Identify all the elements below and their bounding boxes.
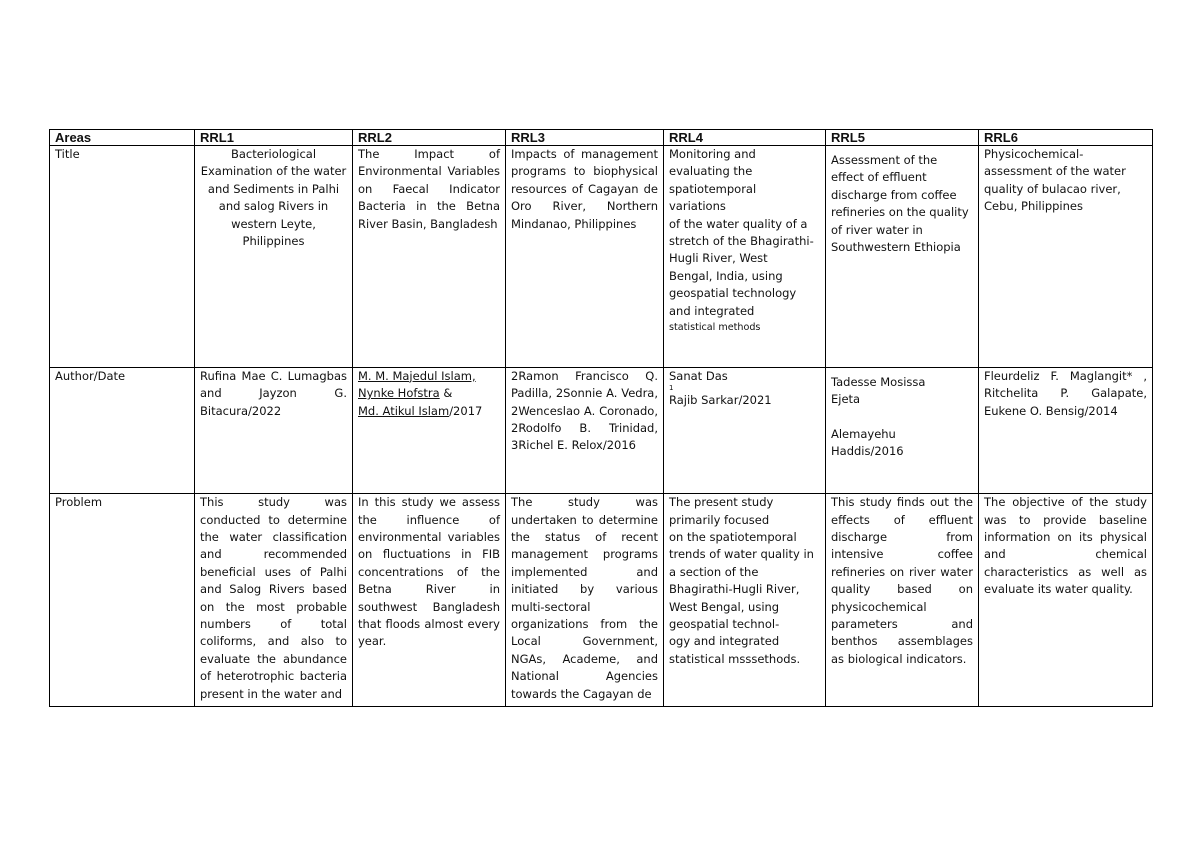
author-rrl5 [826,367,979,493]
author-link[interactable]: Md. Atikul Islam [358,403,450,418]
problem-rrl6: The objective of the study was to provide baseline information on its physical and chemical characteristics as well as evaluate its water quality. [979,494,1153,707]
title-rrl4-line: statistical methods [669,322,761,334]
title-rrl3: Impacts of management programs to biophysical resources of Cagayan de Oro River, Northern Mindanao, Philippines [506,146,664,368]
title-rrl6: Physicochemical-assessment of the water quality of bulacao river, Cebu, Philippines [979,146,1153,368]
author-rrl2-line1 [358,368,500,385]
header-rrl3: RRL3 [506,130,664,146]
row-label-author: Author/Date [50,367,195,493]
author-rrl4 [664,367,826,493]
title-rrl4 [664,146,826,368]
problem-rrl4-line: trends of water quality in [669,547,814,562]
problem-rrl4 [664,494,826,707]
author-rrl5-name: Alemayehu Haddis/2016 [831,426,904,458]
header-rrl1: RRL1 [195,130,353,146]
header-row [50,130,1153,146]
problem-rrl4-line: The present study [669,495,774,510]
problem-rrl4-line: a section of the [669,564,759,579]
header-rrl4: RRL4 [664,130,826,146]
title-rrl1: Bacteriological Examination of the water and Sediments in Palhi and salog Rivers in western Leyte, Philippines [195,146,353,368]
problem-rrl1: This study was conducted to determine the water classification and recommended beneficial uses of Palhi and Salog Rivers based on the most probable numbers of total coliforms, and also to evaluate the abundance of heterotrophic bacteria present in the water and [195,494,353,707]
row-label-title: Title [50,146,195,368]
problem-rrl4-line: statistical msssethods. [669,651,801,666]
table-row-author [50,367,1153,493]
title-rrl4-line: Monitoring and [669,147,756,161]
problem-rrl5: This study finds out the effects of effluent discharge from intensive coffee refineries on river water quality based on physicochemical parameters and benthos assemblages as biological indicators. [826,494,979,707]
problem-rrl2: In this study we assess the influence of environmental variables on fluctuations in FIB concentrations of the Betna River in southwest Bangladesh that floods almost every year. [353,494,506,707]
author-year: /2017 [449,403,483,418]
author-rrl3: 2Ramon Francisco Q. Padilla, 2Sonnie A. Vedra, 2Wenceslao A. Coronado, 2Rodolfo B. Trinidad, 3Richel E. Relox/2016 [506,367,664,493]
author-separator: & [439,386,453,401]
problem-rrl4-line: ogy and integrated [669,634,780,649]
author-rrl1: Rufina Mae C. Lumagbas and Jayzon G. Bitacura/2022 [195,367,353,493]
table-row-problem [50,494,1153,707]
title-rrl4-line: geospatial technology [669,286,797,301]
problem-rrl4-line: primarily focused [669,512,770,527]
title-rrl4-line: evaluating the [669,164,753,179]
title-rrl4-line: variations [669,199,726,214]
title-rrl4-line: Bengal, India, using [669,268,783,283]
table-row-title [50,146,1153,368]
header-areas: Areas [50,130,195,146]
author-rrl4-name: Sanat Das [669,368,728,383]
row-label-problem: Problem [50,494,195,707]
spacer [831,409,973,426]
problem-rrl4-line: geospatial technol- [669,617,780,632]
problem-rrl4-line: on the spatiotemporal [669,530,797,545]
author-link[interactable]: M. M. Majedul Islam, [358,368,476,383]
author-rrl2-line2 [358,385,500,402]
title-rrl4-line: of the water quality of a [669,216,808,231]
title-rrl4-line: Hugli River, West [669,251,768,266]
author-rrl5-name: Tadesse Mosissa Ejeta [831,374,926,407]
author-rrl4-name: Rajib Sarkar/2021 [669,393,772,408]
title-rrl4-line: stretch of the Bhagirathi- [669,234,814,249]
header-rrl5: RRL5 [826,130,979,146]
header-rrl6: RRL6 [979,130,1153,146]
header-rrl2: RRL2 [353,130,506,146]
title-rrl5: Assessment of the effect of effluent discharge from coffee refineries on the quality of river water in Southwestern Ethiopia [826,146,979,368]
author-rrl6: Fleurdeliz F. Maglangit* , Ritchelita P. Galapate, Eukene O. Bensig/2014 [979,367,1153,493]
problem-rrl4-line: Bhagirathi-Hugli River, [669,582,800,597]
author-rrl2 [353,367,506,493]
title-rrl4-line: and integrated [669,303,755,318]
title-rrl4-line: spatiotemporal [669,181,757,196]
rrl-comparison-table [49,129,1153,707]
author-rrl2-line3 [358,403,500,420]
problem-rrl4-line: West Bengal, using [669,599,780,614]
problem-rrl3: The study was undertaken to determine the status of recent management programs implemented and initiated by various multi-sectoral organizations from the Local Government, NGAs, Academe, and National Agencies towards the Cagayan de [506,494,664,707]
author-rrl4-superscript: 1 [669,384,674,393]
title-rrl2: The Impact of Environmental Variables on Faecal Indicator Bacteria in the Betna River Basin, Bangladesh [353,146,506,368]
author-link[interactable]: Nynke Hofstra [358,386,440,401]
